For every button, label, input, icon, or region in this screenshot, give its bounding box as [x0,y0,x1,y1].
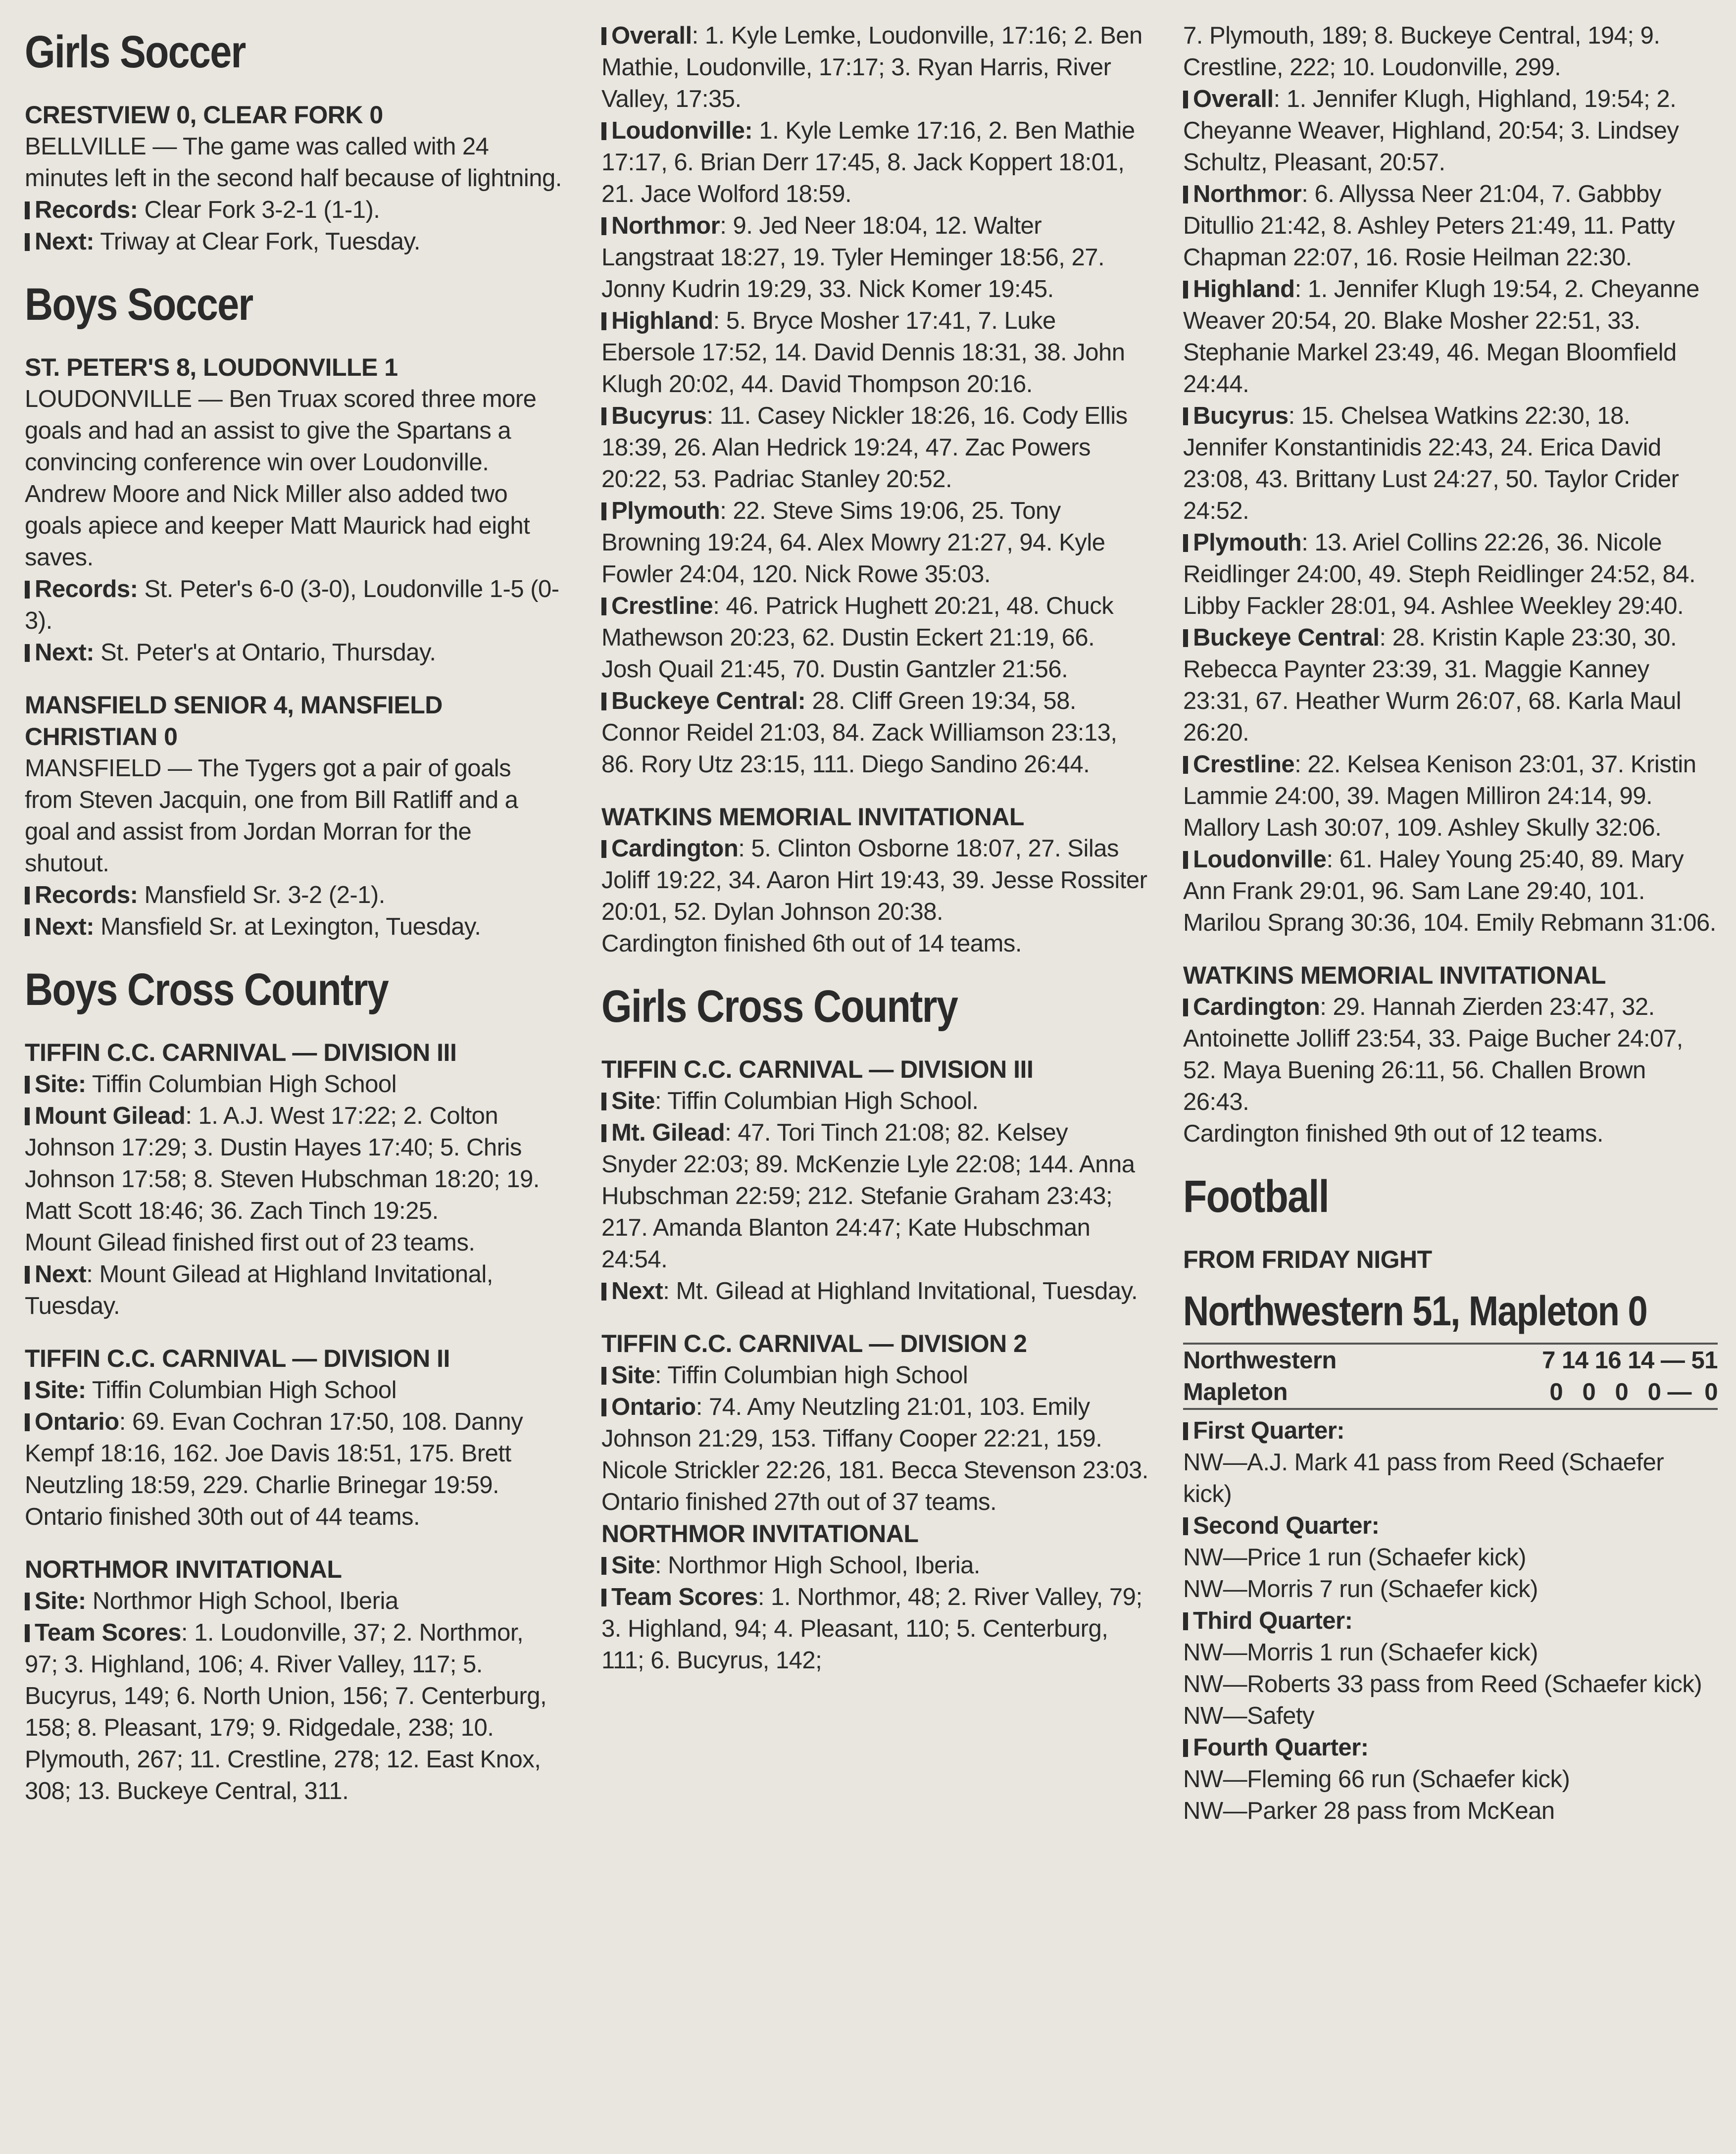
headline-tiffin-div3: TIFFIN C.C. CARNIVAL — DIVISION III [601,1055,1034,1083]
headline-tiffin-div2: TIFFIN C.C. CARNIVAL — DIVISION II [25,1345,450,1372]
subhead-from-friday-night: FROM FRIDAY NIGHT [1183,1246,1432,1273]
bullet-icon [25,1624,30,1642]
story-body: MANSFIELD — The Tygers got a pair of goals from Steven Jacquin, one from Bill Ratliff and a goal and assist from Jordan Morran for the shutout. [25,755,518,877]
headline-northmor-invitational: NORTHMOR INVITATIONAL [601,1520,919,1548]
team-results: Loudonville: 1. Kyle Lemke 17:16, 2. Ben Mathie 17:17, 6. Brian Derr 17:45, 8. Jack Koppert 18:01, 21. Jace Wolford 18:59. [601,117,1135,207]
team-results: Bucyrus: 15. Chelsea Watkins 22:30, 18. Jennifer Konstantinidis 22:43, 24. Erica David 23:08, 43. Brittany Lust 24:27, 50. Taylor Crider 24:52. [1183,402,1679,524]
scoring-play: NW—Morris 7 run (Schaefer kick) [1183,1576,1538,1603]
scoring-play: NW—Morris 1 run (Schaefer kick) [1183,1639,1538,1666]
quarter-label: Third Quarter: [1183,1605,1718,1637]
headline-northmor-invitational: NORTHMOR INVITATIONAL [25,1555,342,1583]
headline-watkins-memorial: WATKINS MEMORIAL INVITATIONAL [1183,961,1606,989]
bullet-icon [601,312,606,330]
quarter-label: Fourth Quarter: [1183,1732,1718,1763]
site-line: Site: Northmor High School, Iberia. [601,1550,1148,1581]
bullet-icon [601,217,606,235]
team-results: Highland: 1. Jennifer Klugh 19:54, 2. Cheyanne Weaver 20:54, 20. Blake Mosher 22:51, 33. Stephanie Markel 23:49, 46. Megan Bloomfield 24:44. [1183,276,1699,398]
team-results: Loudonville: 61. Haley Young 25:40, 89. Mary Ann Frank 29:01, 96. Sam Lane 29:40, 101. Marilou Sprang 30:36, 104. Emily Rebmann 31:06. [1183,846,1716,936]
headline-tiffin-div2: TIFFIN C.C. CARNIVAL — DIVISION 2 [601,1330,1027,1357]
bullet-icon [1183,91,1188,108]
next-line: Next: Triway at Clear Fork, Tuesday. [25,226,562,257]
bullet-icon [601,1399,606,1416]
finish-line: Cardington finished 6th out of 14 teams. [601,930,1022,957]
team-results: Crestline: 22. Kelsea Kenison 23:01, 37. Kristin Lammie 24:00, 39. Magen Milliron 24:14, 99. Mallory Lash 30:07, 109. Ashley Skully 32:06. [1183,751,1696,841]
team-results: Buckeye Central: 28. Cliff Green 19:34, 58. Connor Reidel 21:03, 84. Zack Williamson 23:13, 86. Rory Utz 23:15, 111. Diego Sandino 26:44. [601,688,1117,778]
bullet-icon [1183,851,1188,869]
linescore-row-mapleton: Mapleton 0 0 0 0 — 0 [1183,1376,1718,1410]
quarter-label: First Quarter: [1183,1415,1718,1447]
column-2 [601,20,1148,1676]
next-line: Next: St. Peter's at Ontario, Thursday. [25,637,562,668]
bullet-icon [601,598,606,615]
headline-tiffin-div3: TIFFIN C.C. CARNIVAL — DIVISION III [25,1039,457,1066]
linescore-row-northwestern: Northwestern 7 14 16 14 — 51 [1183,1347,1718,1374]
records-line: Records: Mansfield Sr. 3-2 (2-1). [25,879,562,911]
next-line: Next: Mansfield Sr. at Lexington, Tuesday. [25,911,562,943]
bullet-icon [25,581,30,599]
site-line: Site: Tiffin Columbian high School [601,1359,1148,1391]
bullet-icon [1183,534,1188,552]
quarter-label: Second Quarter: [1183,1510,1718,1542]
overall-results: Overall: 1. Jennifer Klugh, Highland, 19:54; 2. Cheyanne Weaver, Highland, 20:54; 3. Lindsey Schultz, Pleasant, 20:57. [1183,86,1679,176]
bullet-icon [601,1283,606,1301]
bullet-icon [601,840,606,858]
bullet-icon [25,918,30,936]
story-body: BELLVILLE — The game was called with 24 minutes left in the second half because of lightning. [25,133,562,192]
bullet-icon [601,693,606,710]
section-title-girls-cross-country: Girls Cross Country [601,981,958,1032]
bullet-icon [1183,186,1188,203]
finish-line: Cardington finished 9th out of 12 teams. [1183,1120,1603,1147]
team-scores-continued: 7. Plymouth, 189; 8. Buckeye Central, 194; 9. Crestline, 222; 10. Loudonville, 299. [1183,22,1660,81]
team-results: Ontario: 74. Amy Neutzling 21:01, 103. Emily Johnson 21:29, 153. Tiffany Cooper 22:21, 159. Nicole Strickler 22:26, 181. Becca Stevenson 23:03. [601,1394,1148,1484]
site-line: Site: Northmor High School, Iberia [25,1585,562,1617]
next-line: Next: Mt. Gilead at Highland Invitational, Tuesday. [601,1275,1148,1307]
team-results: Cardington: 5. Clinton Osborne 18:07, 27. Silas Joliff 19:22, 34. Aaron Hirt 19:43, 39. Jesse Rossiter 20:01, 52. Dylan Johnson 20:38. [601,835,1147,925]
bullet-icon [25,1076,30,1094]
section-title-girls-soccer: Girls Soccer [25,27,246,77]
game-headline: Northwestern 51, Mapleton 0 [1183,1288,1647,1334]
column-1 [25,20,562,1807]
bullet-icon [25,1107,30,1125]
scoring-play: NW—Safety [1183,1703,1315,1729]
scoring-play: NW—A.J. Mark 41 pass from Reed (Schaefer kick) [1183,1449,1664,1507]
next-line: Next: Mount Gilead at Highland Invitational, Tuesday. [25,1261,493,1319]
scoring-play: NW—Parker 28 pass from McKean [1183,1798,1555,1824]
scoring-play: NW—Price 1 run (Schaefer kick) [1183,1544,1526,1571]
team-results: Crestline: 46. Patrick Hughett 20:21, 48. Chuck Mathewson 20:23, 62. Dustin Eckert 21:19, 66. Josh Quail 21:45, 70. Dustin Gantzler 21:56. [601,593,1114,683]
bullet-icon [1183,281,1188,299]
headline-watkins-memorial: WATKINS MEMORIAL INVITATIONAL [601,803,1024,831]
bullet-icon [25,887,30,904]
bullet-icon [1183,1517,1188,1535]
team-results: Mt. Gilead: 47. Tori Tinch 21:08; 82. Kelsey Snyder 22:03; 89. McKenzie Lyle 22:08; 144. Anna Hubschman 22:59; 212. Stefanie Graham 23:43; 217. Amanda Blanton 24:47; Kate Hubschman 24:54. [601,1119,1135,1273]
team-results: Ontario: 69. Evan Cochran 17:50, 108. Danny Kempf 18:16, 162. Joe Davis 18:51, 175. Brett Neutzling 18:59, 229. Charlie Brinegar 19:59. [25,1408,523,1499]
finish-line: Mount Gilead finished first out of 23 teams. [25,1229,475,1256]
bullet-icon [1183,1422,1188,1440]
team-results: Highland: 5. Bryce Mosher 17:41, 7. Luke Ebersole 17:52, 14. David Dennis 18:31, 38. John Klugh 20:02, 44. David Thompson 20:16. [601,307,1125,398]
bullet-icon [601,1589,606,1606]
bullet-icon [25,201,30,219]
finish-line: Ontario finished 27th out of 37 teams. [601,1489,997,1515]
team-results: Mount Gilead: 1. A.J. West 17:22; 2. Colton Johnson 17:29; 3. Dustin Hayes 17:40; 5. Chris Johnson 17:58; 8. Steven Hubschman 18:20; 19. Matt Scott 18:46; 36. Zach Tinch 19:25. [25,1102,540,1224]
bullet-icon [601,407,606,425]
story-body: LOUDONVILLE — Ben Truax scored three more goals and had an assist to give the Spartans a convincing conference win over Loudonville. Andrew Moore and Nick Miller also added two goals apiece and keeper Matt Maurick had eight saves. [25,386,537,571]
bullet-icon [1183,407,1188,425]
section-title-football: Football [1183,1171,1329,1222]
team-results: Cardington: 29. Hannah Zierden 23:47, 32. Antoinette Jolliff 23:54, 33. Paige Bucher 24:07, 52. Maya Buening 26:11, 56. Challen Brown 26:43. [1183,994,1683,1115]
bullet-icon [25,1266,30,1284]
bullet-icon [601,122,606,140]
bullet-icon [1183,1612,1188,1630]
team-results: Bucyrus: 11. Casey Nickler 18:26, 16. Cody Ellis 18:39, 26. Alan Hedrick 19:24, 47. Zac Powers 20:22, 53. Padriac Stanley 20:52. [601,402,1128,493]
bullet-icon [601,1093,606,1110]
bullet-icon [1183,999,1188,1016]
headline-crestview-clear-fork: CRESTVIEW 0, CLEAR FORK 0 [25,101,383,129]
site-line: Site: Tiffin Columbian High School [25,1374,562,1406]
scoring-play: NW—Roberts 33 pass from Reed (Schaefer kick) [1183,1671,1702,1698]
team-results: Plymouth: 13. Ariel Collins 22:26, 36. Nicole Reidlinger 24:00, 49. Steph Reidlinger 24:52, 84. Libby Fackler 28:01, 94. Ashlee Weekley 29:40. [1183,529,1696,619]
bullet-icon [1183,629,1188,647]
finish-line: Ontario finished 30th out of 44 teams. [25,1503,420,1530]
bullet-icon [25,1382,30,1400]
bullet-icon [1183,1739,1188,1757]
bullet-icon [601,27,606,45]
column-3 [1183,20,1718,1827]
bullet-icon [25,233,30,251]
section-title-boys-soccer: Boys Soccer [25,279,253,330]
scoring-play: NW—Fleming 66 run (Schaefer kick) [1183,1766,1570,1793]
bullet-icon [601,1367,606,1385]
site-line: Site: Tiffin Columbian High School [25,1068,562,1100]
records-line: Records: St. Peter's 6-0 (3-0), Loudonville 1-5 (0-3). [25,576,559,634]
bullet-icon [25,1593,30,1610]
overall-results: Overall: 1. Kyle Lemke, Loudonville, 17:16; 2. Ben Mathie, Loudonville, 17:17; 3. Ryan Harris, River Valley, 17:35. [601,22,1142,112]
team-results: Buckeye Central: 28. Kristin Kaple 23:30, 30. Rebecca Paynter 23:39, 31. Maggie Kanney 23:31, 67. Heather Wurm 26:07, 68. Karla Maul 26:20. [1183,624,1682,746]
records-line: Records: Clear Fork 3-2-1 (1-1). [25,194,562,226]
bullet-icon [25,644,30,662]
bullet-icon [601,1124,606,1142]
bullet-icon [1183,756,1188,774]
bullet-icon [601,502,606,520]
team-results: Plymouth: 22. Steve Sims 19:06, 25. Tony Browning 19:24, 64. Alex Mowry 21:27, 94. Kyle Fowler 24:04, 120. Nick Rowe 35:03. [601,498,1105,588]
team-results: Northmor: 9. Jed Neer 18:04, 12. Walter Langstraat 18:27, 19. Tyler Heminger 18:56, 27. Jonny Kudrin 19:29, 33. Nick Komer 19:45. [601,212,1105,302]
team-scores: Team Scores: 1. Loudonville, 37; 2. Northmor, 97; 3. Highland, 106; 4. River Valley, 117; 5. Bucyrus, 149; 6. North Union, 156; 7. Centerburg, 158; 8. Pleasant, 179; 9. Ridgedale, 238; 10. Plymouth, 267; 11. Crestline, 278; 12. East Knox, 308; 13. Buckeye Central, 311. [25,1619,547,1804]
bullet-icon [25,1413,30,1431]
bullet-icon [601,1557,606,1575]
team-results: Northmor: 6. Allyssa Neer 21:04, 7. Gabbby Ditullio 21:42, 8. Ashley Peters 21:49, 11. Patty Chapman 22:07, 16. Rosie Heilman 22:30. [1183,181,1675,271]
section-title-boys-cross-country: Boys Cross Country [25,964,389,1015]
site-line: Site: Tiffin Columbian High School. [601,1085,1148,1117]
headline-mansfield: MANSFIELD SENIOR 4, MANSFIELD CHRISTIAN 0 [25,691,443,751]
headline-st-peters-loudonville: ST. PETER'S 8, LOUDONVILLE 1 [25,353,398,381]
team-scores: Team Scores: 1. Northmor, 48; 2. River Valley, 79; 3. Highland, 94; 4. Pleasant, 110; 5. Centerburg, 111; 6. Bucyrus, 142; [601,1584,1142,1674]
